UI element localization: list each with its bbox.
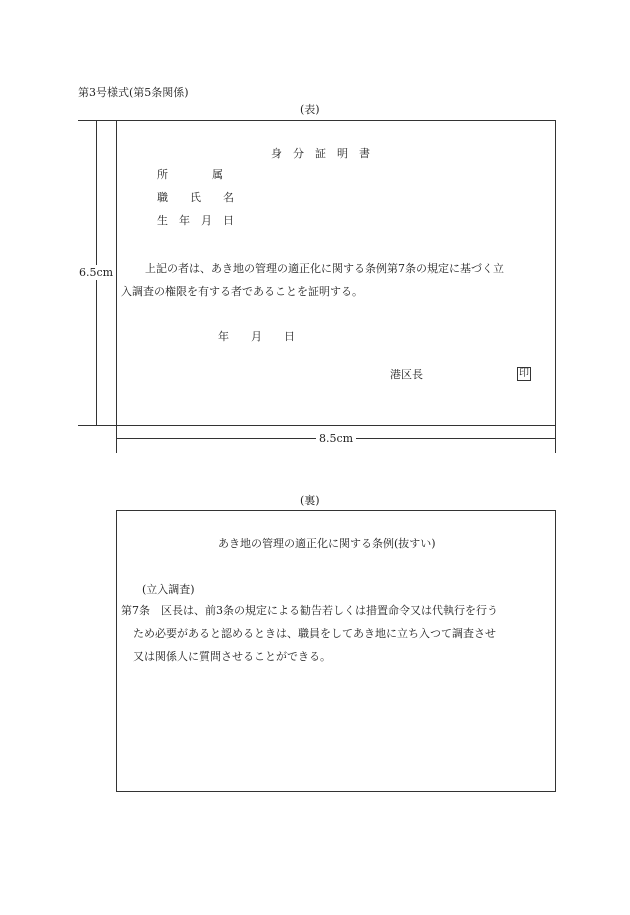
front-bottom-edge (78, 425, 555, 426)
front-side-label: (表) (300, 103, 320, 116)
issue-date: 年 月 日 (218, 330, 295, 343)
field-name: 職 氏 名 (157, 191, 234, 204)
front-top-edge (78, 120, 555, 121)
field-affiliation: 所 属 (157, 168, 223, 181)
issuer: 港区長 (390, 368, 423, 381)
height-dimension-label: 6.5cm (79, 266, 114, 279)
seal-stamp: 印 (519, 368, 529, 379)
front-left-edge (116, 120, 117, 453)
article-caption: (立入調査) (142, 583, 195, 596)
back-side-label: (裏) (300, 494, 320, 507)
certification-text-line2: 入調査の権限を有する者であることを証明する。 (121, 285, 363, 298)
field-birthdate: 生 年 月 日 (157, 214, 234, 227)
article-text-line2: ため必要があると認めるときは、職員をしてあき地に立ち入つて調査させ (133, 627, 496, 640)
article-text-line3: 又は関係人に質問させることができる。 (133, 650, 331, 663)
form-number: 第3号様式(第5条関係) (78, 86, 189, 99)
ordinance-title: あき地の管理の適正化に関する条例(抜すい) (218, 537, 436, 550)
certification-text-line1: 上記の者は、あき地の管理の適正化に関する条例第7条の規定に基づく立 (145, 262, 504, 275)
article-text-line1: 第7条 区長は、前3条の規定による勧告若しくは措置命令又は代執行を行う (121, 604, 498, 617)
front-right-edge (555, 120, 556, 453)
width-dimension-label: 8.5cm (316, 433, 356, 444)
card-title: 身 分 証 明 書 (271, 147, 370, 160)
